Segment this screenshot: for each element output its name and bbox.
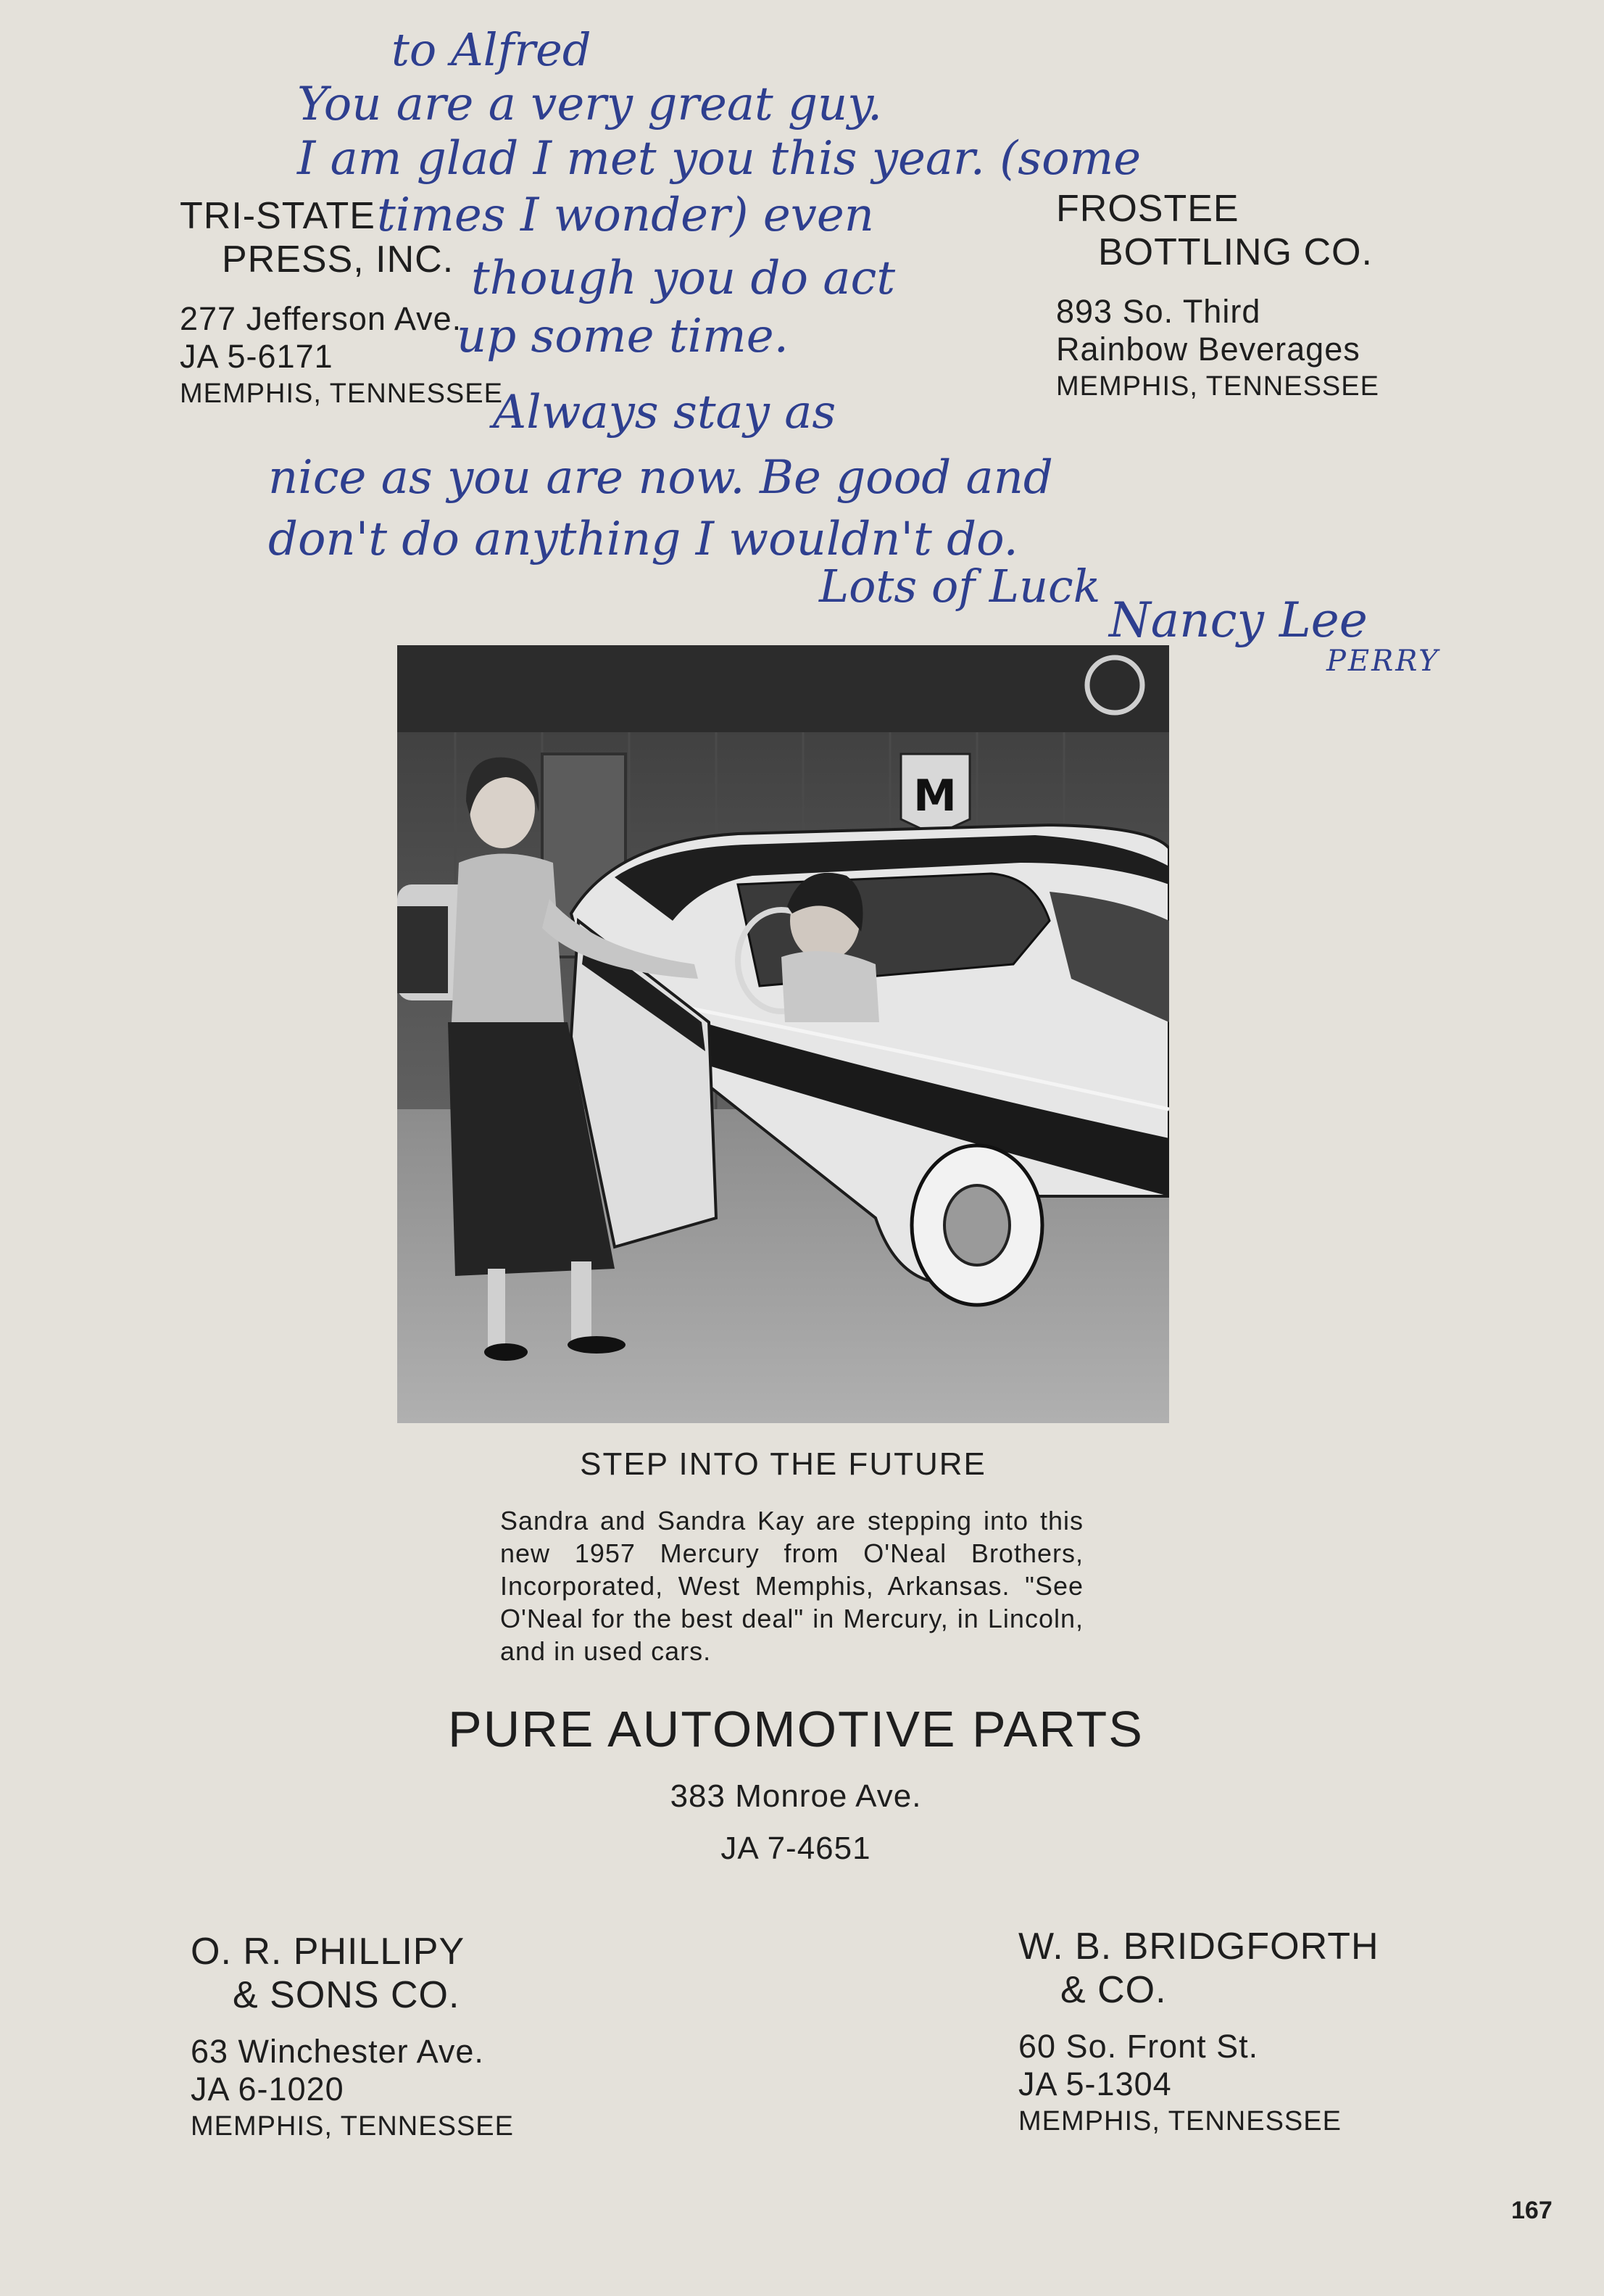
ad-name-line2: & CO.	[1060, 1969, 1167, 2011]
ad-address: 383 Monroe Ave.	[670, 1778, 922, 1814]
ad-city: MEMPHIS, TENNESSEE	[180, 378, 503, 409]
ad-pure-automotive-parts	[325, 1700, 1267, 1867]
ad-phone: JA 7-4651	[720, 1831, 871, 1866]
ad-name	[1018, 1925, 1379, 2012]
photo-caption-body: Sandra and Sandra Kay are stepping into this new 1957 Mercury from O'Neal Brothers, Incorporated, West Memphis, Arkansas. "See O'Neal for the best deal" in Mercury, in Lincoln, and in used cars.	[500, 1506, 1084, 1666]
ad-name-line2: BOTTLING CO.	[1098, 231, 1373, 273]
handwriting-line: Always stay as	[493, 386, 836, 439]
ad-name-line1: FROSTEE	[1056, 188, 1239, 230]
ad-bridgforth	[1018, 1925, 1379, 2139]
page-number: 167	[1511, 2197, 1553, 2224]
ad-name-line2: & SONS CO.	[233, 1974, 460, 2016]
photo-caption-title: STEP INTO THE FUTURE	[580, 1446, 986, 1482]
handwriting-line: nice as you are now. Be good and	[268, 451, 1053, 505]
ad-name: PURE AUTOMOTIVE PARTS	[448, 1701, 1144, 1757]
ad-address: 893 So. Third	[1056, 293, 1261, 330]
ad-frostee-bottling	[1056, 187, 1379, 405]
sign-letter: M	[913, 771, 957, 821]
ad-address: 63 Winchester Ave.	[191, 2033, 484, 2070]
car-showroom-photo	[397, 645, 1169, 1423]
ad-phone: JA 5-1304	[1018, 2065, 1172, 2102]
handwriting-line: though you do act	[471, 252, 896, 305]
ad-city: MEMPHIS, TENNESSEE	[1056, 371, 1379, 402]
ad-name	[180, 194, 503, 281]
handwriting-line: I am glad I met you this year. (some	[297, 132, 1142, 186]
ad-address: 277 Jefferson Ave.	[180, 300, 462, 337]
ad-phone: JA 6-1020	[191, 2071, 344, 2108]
ad-tri-state-press	[180, 194, 503, 412]
handwriting-line: to Alfred	[391, 23, 591, 76]
handwriting-line: times I wonder) even	[377, 188, 874, 242]
photo-illustration	[397, 645, 1169, 1423]
ad-name-line1: O. R. PHILLIPY	[191, 1931, 465, 1973]
handwriting-surname: PERRY	[1326, 645, 1440, 678]
ad-name-line1: TRI-STATE	[180, 195, 375, 237]
ad-address: 60 So. Front St.	[1018, 2028, 1259, 2065]
handwriting-line: You are a very great guy.	[297, 78, 883, 131]
handwriting-signature: Nancy Lee	[1109, 592, 1368, 648]
handwriting-line: don't do anything I wouldn't do.	[268, 513, 1018, 566]
handwriting-line: up some time.	[457, 310, 789, 363]
ad-city: MEMPHIS, TENNESSEE	[1018, 2106, 1342, 2137]
ad-phillipy-sons	[191, 1930, 514, 2144]
ad-name-line1: W. B. BRIDGFORTH	[1018, 1926, 1379, 1968]
ad-city: MEMPHIS, TENNESSEE	[191, 2111, 514, 2142]
ad-phone: JA 5-6171	[180, 338, 333, 375]
ad-brand: Rainbow Beverages	[1056, 331, 1360, 368]
ad-name	[1056, 187, 1379, 274]
ad-name-line2: PRESS, INC.	[222, 239, 454, 281]
ad-name	[191, 1930, 514, 2017]
handwriting-line: Lots of Luck	[819, 560, 1101, 613]
